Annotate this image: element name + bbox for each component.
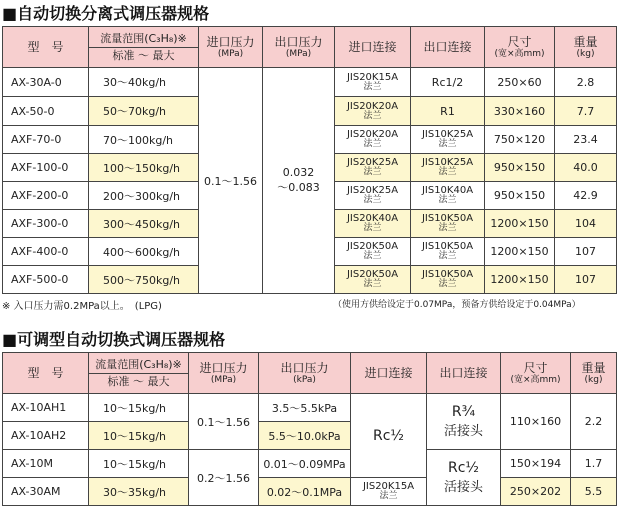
table-row (3, 450, 617, 478)
header-inlet-label: 进口压力 (206, 35, 255, 49)
in-conn-sub: 法兰 (363, 167, 382, 177)
header-flow-top: 流量范围(C₃H₈)※ (89, 358, 189, 374)
in-conn-cell (335, 154, 411, 182)
in-conn-sub: 法兰 (363, 223, 382, 233)
header-size-unit: (宽×高mm) (494, 49, 545, 59)
outlet-pressure-line2: ～0.083 (277, 181, 320, 194)
inlet-pressure-cell: 0.1～1.56 (189, 394, 259, 450)
in-conn-sub: 法兰 (363, 195, 382, 205)
header-inlet-pressure (189, 353, 259, 394)
header-flow-bottom: 标准 ～ 最大 (112, 48, 175, 62)
outlet-pressure-line1: 0.032 (282, 166, 315, 179)
header-outlet-unit: (MPa) (285, 49, 312, 59)
out-conn-text: JIS10K25A (421, 157, 474, 168)
flow-cell: 100～150kg/h (89, 154, 199, 182)
flow-cell: 200～300kg/h (89, 182, 199, 210)
weight-cell: 40.0 (555, 154, 617, 182)
model-cell: AX-10AH2 (3, 422, 89, 450)
model-cell: AX-30A-0 (3, 68, 89, 97)
size-cell: 250×60 (485, 68, 555, 97)
in-conn-cell: Rc½ (351, 394, 427, 478)
in-conn-cell (335, 126, 411, 154)
out-conn-sub: 法兰 (438, 251, 457, 261)
in-conn-text: JIS20K40A (346, 213, 399, 224)
header-outlet-pressure (259, 353, 351, 394)
header-out-conn: 出口连接 (411, 27, 485, 68)
weight-cell: 2.2 (571, 394, 617, 450)
in-conn-cell (335, 97, 411, 126)
size-cell: 950×150 (485, 154, 555, 182)
out-conn-text: Rc½ (448, 459, 479, 476)
out-conn-sub: 法兰 (438, 139, 457, 149)
model-cell: AXF-300-0 (3, 210, 89, 238)
header-inlet-unit: (MPa) (217, 49, 244, 59)
in-conn-sub: 法兰 (363, 110, 382, 121)
footnote-supply: （使用方供给设定于0.07MPa，预备方供给设定于0.04MPa） (333, 300, 581, 310)
in-conn-cell (335, 68, 411, 97)
out-conn-cell (411, 154, 485, 182)
out-conn-sub: 法兰 (438, 195, 457, 205)
header-size-unit: (宽×高mm) (510, 375, 561, 385)
header-flow-range (89, 353, 189, 394)
model-cell: AX-10M (3, 450, 89, 478)
in-conn-text: JIS20K20A (346, 129, 399, 140)
weight-cell: 23.4 (555, 126, 617, 154)
outlet-pressure-cell: 0.02～0.1MPa (259, 478, 351, 506)
in-conn-sub: 法兰 (363, 279, 382, 289)
in-conn-sub: 法兰 (363, 139, 382, 149)
out-conn-sub: 法兰 (438, 279, 457, 289)
table2-title: ■可调型自动切换式调压器规格 (2, 330, 226, 349)
header-out-conn: 出口连接 (427, 353, 501, 394)
out-conn-text: R¾ (451, 403, 476, 420)
out-conn-sub: 法兰 (438, 167, 457, 177)
header-in-conn: 进口连接 (335, 27, 411, 68)
out-conn-text: JIS10K50A (421, 241, 474, 252)
outlet-pressure-cell: 3.5～5.5kPa (259, 394, 351, 422)
size-cell: 250×202 (501, 478, 571, 506)
header-flow-bottom: 标准 ～ 最大 (107, 374, 170, 388)
size-cell: 1200×150 (485, 210, 555, 238)
flow-cell: 30～40kg/h (89, 68, 199, 97)
in-conn-cell (335, 266, 411, 294)
header-weight-label: 重量 (581, 361, 606, 375)
in-conn-cell (335, 182, 411, 210)
model-cell: AXF-200-0 (3, 182, 89, 210)
out-conn-sub: 法兰 (438, 223, 457, 233)
in-conn-text: JIS20K50A (346, 269, 399, 280)
flow-cell: 300～450kg/h (89, 210, 199, 238)
flow-cell: 10～15kg/h (89, 450, 189, 478)
model-cell: AXF-70-0 (3, 126, 89, 154)
header-outlet-label: 出口压力 (280, 361, 329, 375)
table1-title: ■自动切换分离式调压器规格 (2, 4, 210, 23)
model-cell: AX-10AH1 (3, 394, 89, 422)
in-conn-text: JIS20K25A (346, 185, 399, 196)
outlet-pressure-cell: 0.01～0.09MPa (259, 450, 351, 478)
weight-cell: 107 (555, 266, 617, 294)
outlet-pressure-cell (263, 68, 335, 294)
size-cell: 150×194 (501, 450, 571, 478)
out-conn-text: JIS10K50A (421, 213, 474, 224)
out-conn-text: JIS10K50A (421, 269, 474, 280)
header-outlet-label: 出口压力 (274, 35, 323, 49)
header-weight-label: 重量 (573, 35, 598, 49)
table-row (3, 68, 617, 97)
table-row (3, 478, 617, 506)
size-cell: 750×120 (485, 126, 555, 154)
outlet-pressure-cell: 5.5～10.0kPa (259, 422, 351, 450)
header-weight-unit: (kg) (576, 49, 595, 59)
header-size (501, 353, 571, 394)
out-conn-cell (411, 182, 485, 210)
adjustable-regulator-spec-table (2, 352, 617, 506)
size-cell: 330×160 (485, 97, 555, 126)
in-conn-sub: 法兰 (363, 251, 382, 261)
out-conn-cell (411, 238, 485, 266)
out-conn-cell: Rc1/2 (411, 68, 485, 97)
header-inlet-pressure (199, 27, 263, 68)
in-conn-sub: 法兰 (379, 491, 398, 501)
header-model: 型 号 (3, 353, 89, 394)
model-cell: AXF-400-0 (3, 238, 89, 266)
flow-cell: 500～750kg/h (89, 266, 199, 294)
header-weight (571, 353, 617, 394)
weight-cell: 104 (555, 210, 617, 238)
weight-cell: 7.7 (555, 97, 617, 126)
in-conn-text: JIS20K20A (346, 100, 399, 112)
model-cell: AX-30AM (3, 478, 89, 506)
out-conn-cell (427, 450, 501, 506)
in-conn-text: JIS20K15A (346, 71, 399, 83)
header-size-label: 尺寸 (507, 35, 532, 49)
header-weight (555, 27, 617, 68)
in-conn-sub: 法兰 (363, 81, 382, 92)
out-conn-cell (411, 266, 485, 294)
in-conn-cell (335, 238, 411, 266)
size-cell: 1200×150 (485, 238, 555, 266)
header-model: 型 号 (3, 27, 89, 68)
header-in-conn: 进口连接 (351, 353, 427, 394)
flow-cell: 30～35kg/h (89, 478, 189, 506)
in-conn-text: JIS20K50A (346, 241, 399, 252)
weight-cell: 42.9 (555, 182, 617, 210)
weight-cell: 5.5 (571, 478, 617, 506)
model-cell: AX-50-0 (3, 97, 89, 126)
size-cell: 950×150 (485, 182, 555, 210)
header-inlet-unit: (MPa) (210, 375, 237, 385)
header-flow-top: 流量范围(C₃H₈)※ (89, 32, 199, 48)
out-conn-sub: 活接头 (443, 479, 483, 495)
size-cell: 110×160 (501, 394, 571, 450)
inlet-pressure-cell: 0.1～1.56 (199, 68, 263, 294)
model-cell: AXF-500-0 (3, 266, 89, 294)
footnote-inlet: ※ 入口压力需0.2MPa以上。 (LPG) (2, 301, 162, 312)
out-conn-cell: R1 (411, 97, 485, 126)
weight-cell: 2.8 (555, 68, 617, 97)
out-conn-cell (427, 394, 501, 450)
in-conn-cell (335, 210, 411, 238)
header-size-label: 尺寸 (523, 361, 548, 375)
in-conn-text: JIS20K15A (362, 481, 415, 492)
out-conn-sub: 活接头 (443, 423, 483, 439)
table-row (3, 394, 617, 422)
header-outlet-unit: (kPa) (293, 375, 316, 385)
out-conn-text: JIS10K40A (421, 185, 474, 196)
out-conn-text: JIS10K25A (421, 129, 474, 140)
header-outlet-pressure (263, 27, 335, 68)
weight-cell: 1.7 (571, 450, 617, 478)
flow-cell: 50～70kg/h (89, 97, 199, 126)
header-size (485, 27, 555, 68)
size-cell: 1200×150 (485, 266, 555, 294)
header-weight-unit: (kg) (584, 375, 603, 385)
out-conn-cell (411, 126, 485, 154)
inlet-pressure-cell: 0.2～1.56 (189, 450, 259, 506)
flow-cell: 70～100kg/h (89, 126, 199, 154)
regulator-spec-table (2, 26, 617, 294)
out-conn-cell (411, 210, 485, 238)
header-flow-range (89, 27, 199, 68)
header-inlet-label: 进口压力 (199, 361, 248, 375)
flow-cell: 10～15kg/h (89, 422, 189, 450)
model-cell: AXF-100-0 (3, 154, 89, 182)
in-conn-text: JIS20K25A (346, 157, 399, 168)
flow-cell: 400～600kg/h (89, 238, 199, 266)
flow-cell: 10～15kg/h (89, 394, 189, 422)
weight-cell: 107 (555, 238, 617, 266)
in-conn-cell (351, 478, 427, 506)
